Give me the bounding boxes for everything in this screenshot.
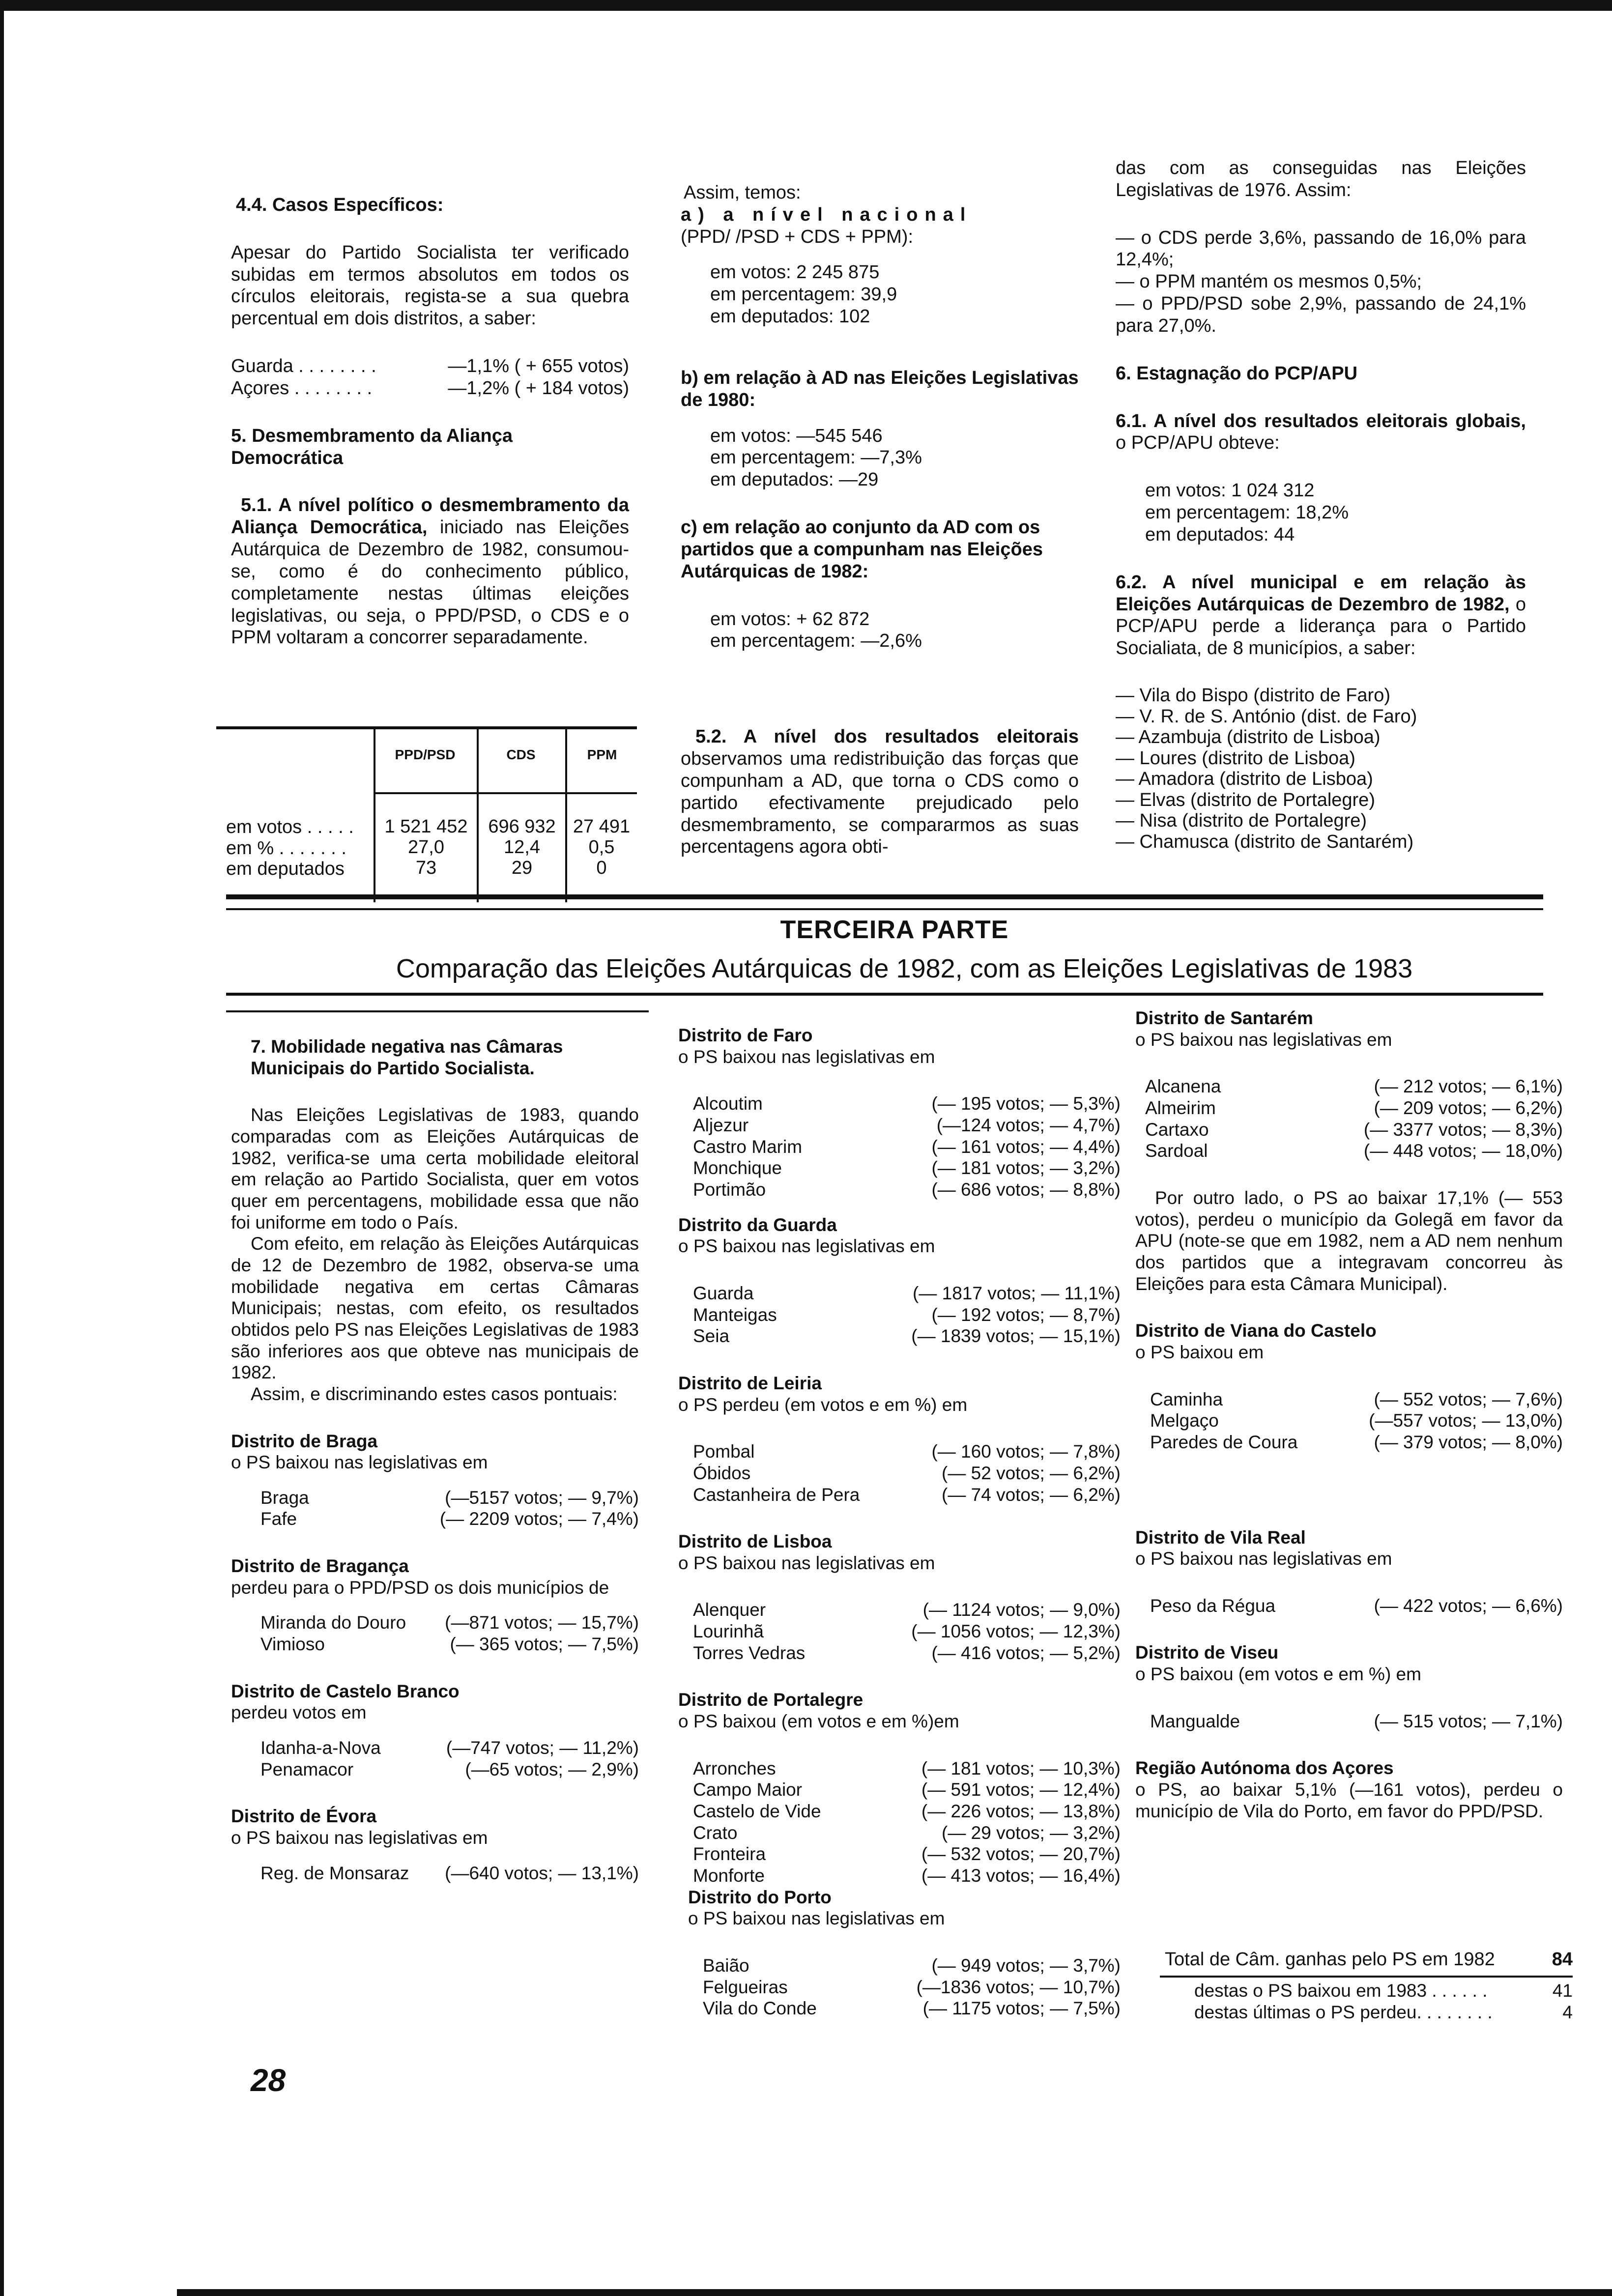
district-list [231, 1487, 639, 1530]
item-name: Braga [260, 1487, 309, 1508]
list-item [1145, 1140, 1563, 1162]
table-header-ppm: PPM [587, 747, 617, 762]
district-list [678, 1283, 1121, 1347]
item-name: Castanheira de Pera [693, 1484, 860, 1505]
item-value: (— 29 votos; — 3,2%) [942, 1822, 1121, 1843]
item-value: (—1836 votos; — 10,7%) [916, 1977, 1121, 1997]
list-item: — Vila do Bispo (distrito de Faro) [1116, 685, 1390, 706]
district-heading: Distrito de Castelo Branco [231, 1681, 460, 1701]
item-value: (— 591 votos; — 12,4%) [921, 1779, 1121, 1800]
district-list [231, 1737, 639, 1780]
item-name: Lourinhã [693, 1621, 764, 1642]
section-rule-thick [226, 894, 1543, 899]
district-list [678, 1599, 1121, 1664]
item-value: (— 1056 votos; — 12,3%) [911, 1621, 1121, 1642]
district-subtitle: o PS perdeu (em votos e em %) em [678, 1394, 968, 1415]
list-item [693, 1843, 1121, 1865]
district-heading: Distrito da Guarda [678, 1214, 837, 1235]
list-item: — o PPD/PSD sobe 2,9%, passando de 24,1% para 27,0%. [1116, 293, 1526, 336]
list-item [260, 1612, 639, 1634]
list-item [693, 1179, 1121, 1201]
item-value: (— 52 votos; — 6,2%) [942, 1463, 1121, 1483]
paragraph-5-1 [231, 494, 629, 649]
table-row-label: em % . . . . . . . [226, 837, 346, 859]
paragraph-7-2: Com efeito, em relação às Eleições Autárquicas de 12 de Dezembro de 1982, observa-se uma mobilidade negativa em certas Câmaras Municipais; nestas, com efeito, os resultados obtidos pelo PS nas Eleições Legislativas de 1983 são inferiores aos que obteve nas municipais de 1982. [231, 1234, 639, 1383]
table-cell: 1 521 452 [384, 816, 468, 837]
item-name: Baião [703, 1955, 749, 1976]
item-name: Mangualde [1150, 1711, 1240, 1731]
totals-rule [1160, 1976, 1573, 1978]
item-value: (— 1124 votos; — 9,0%) [922, 1600, 1121, 1620]
paragraph-5-1-lead: 5.1. A nível político o desmembramento da Aliança Democrática, [231, 495, 629, 538]
item-name: Peso da Régua [1150, 1595, 1276, 1616]
paragraph-5-2 [681, 726, 1079, 858]
list-item [693, 1463, 1121, 1484]
subtitle-rule [226, 993, 1543, 996]
district-heading: Distrito de Leiria [678, 1373, 822, 1393]
list-item [1150, 1432, 1563, 1453]
list-item [693, 1642, 1121, 1664]
list-item [693, 1822, 1121, 1844]
list-item [703, 1955, 1121, 1977]
totals-sub-label: destas o PS baixou em 1983 . . . . . . [1194, 1980, 1488, 2001]
column-1-bottom [231, 1036, 639, 1884]
item-name: Castro Marim [693, 1136, 803, 1157]
item-name: Pombal [693, 1441, 755, 1462]
table-top-rule [216, 726, 637, 729]
list-item: — Azambuja (distrito de Lisboa) [1116, 727, 1381, 748]
municipalities-list [1116, 685, 1526, 852]
item-name: Idanha-a-Nova [260, 1738, 381, 1758]
list-item: — Amadora (distrito de Lisboa) [1116, 769, 1373, 790]
item-name: Paredes de Coura [1150, 1432, 1298, 1452]
list-item [1150, 1595, 1563, 1617]
item-name: Fronteira [693, 1844, 766, 1865]
item-name: Portimão [693, 1179, 766, 1200]
district-subtitle: o PS baixou nas legislativas em [1135, 1029, 1392, 1050]
list-item [693, 1283, 1121, 1304]
item-a-lead: a) a nível nacional [681, 204, 973, 225]
item-a-tail: (PPD/ /PSD + CDS + PPM): [681, 226, 913, 247]
table-cell: 73 [415, 857, 437, 878]
district-heading: Distrito de Lisboa [678, 1531, 832, 1552]
table-cell: 0 [596, 857, 607, 878]
list-4-4 [231, 355, 629, 400]
district-heading: Distrito de Viseu [1135, 1642, 1279, 1663]
paragraph-intro: Assim, temos: [684, 182, 801, 203]
table-cell: 696 932 [488, 816, 556, 837]
paragraph-6-2-lead: 6.2. A nível municipal e em relação às Eleições Autárquicas de Dezembro de 1982, [1116, 572, 1526, 615]
item-value: (— 379 votos; — 8,0%) [1374, 1432, 1563, 1452]
paragraph-acores: o PS, ao baixar 5,1% (—161 votos), perdeu o município de Vila do Porto, em favor do PPD/PSD. [1135, 1779, 1563, 1821]
item-name: Alenquer [693, 1600, 766, 1620]
list-item [1150, 1410, 1563, 1432]
list-item [693, 1865, 1121, 1887]
values-6-1 [1116, 480, 1526, 545]
item-name: Alcanena [1145, 1076, 1221, 1097]
paragraph-4-4: Apesar do Partido Socialista ter verificado subidas em termos absolutos em todos os círculos eleitorais, regista-se a sua quebra percentual em dois distritos, a saber: [231, 242, 629, 329]
value-line: em votos: —545 546 [710, 425, 883, 446]
section-title: TERCEIRA PARTE [780, 916, 1009, 944]
column-2-bottom [678, 1025, 1121, 2019]
paragraph-6-2-body: o PCP/APU perde a liderança para o Partido Socialiata, de 8 municípios, a saber: [1116, 594, 1526, 659]
item-value: (— 448 votos; — 18,0%) [1363, 1141, 1563, 1161]
column-rule [226, 1010, 649, 1012]
district-heading: Distrito do Porto [688, 1887, 832, 1907]
item-name: Seia [693, 1326, 730, 1347]
list-item [693, 1325, 1121, 1347]
table-column-ppd [375, 817, 477, 878]
totals-sub-value: 41 [1552, 1980, 1573, 2001]
paragraph-continued: das com as conseguidas nas Eleições Legislativas de 1976. Assim: [1116, 158, 1526, 201]
list-item [693, 1136, 1121, 1158]
district-subtitle: o PS baixou nas legislativas em [1135, 1549, 1392, 1569]
item-value: (—557 votos; — 13,0%) [1369, 1410, 1563, 1431]
totals-label: Total de Câm. ganhas pelo PS em 1982 [1165, 1949, 1495, 1970]
district-list [1135, 1595, 1563, 1617]
value-line: em deputados: 102 [710, 306, 870, 327]
value-line: em percentagem: —7,3% [710, 447, 922, 468]
list-item [693, 1441, 1121, 1463]
section-rule-thin [226, 908, 1543, 910]
item-value: (— 949 votos; — 3,7%) [931, 1955, 1121, 1976]
item-value: (— 416 votos; — 5,2%) [931, 1642, 1121, 1663]
list-item [703, 1998, 1121, 2019]
value-line: em deputados: —29 [710, 469, 879, 490]
item-name: Campo Maior [693, 1779, 803, 1800]
district-list [231, 1863, 639, 1884]
value-line: em percentagem: 39,9 [710, 284, 897, 305]
table-cell: 0,5 [588, 836, 615, 858]
paragraph-6-2 [1116, 572, 1526, 660]
district-list [678, 1955, 1121, 2019]
item-value: (— 74 votos; — 6,2%) [942, 1484, 1121, 1505]
district-heading: Distrito de Faro [678, 1025, 813, 1045]
district-list [231, 1612, 639, 1655]
district-subtitle: o PS baixou nas legislativas em [688, 1908, 945, 1929]
table-row-labels [226, 817, 354, 880]
district-heading: Distrito de Braga [231, 1431, 378, 1451]
district-subtitle: o PS baixou nas legislativas em [231, 1452, 488, 1473]
item-value: (—65 votos; — 2,9%) [465, 1759, 639, 1779]
list-item [260, 1487, 639, 1509]
list-item: — V. R. de S. António (dist. de Faro) [1116, 706, 1417, 727]
district-subtitle: o PS baixou nas legislativas em [678, 1046, 935, 1067]
item-value: (— 181 votos; — 10,3%) [921, 1758, 1121, 1779]
page-number: 28 [251, 2063, 286, 2098]
list-cds-ppm [1116, 227, 1526, 337]
item-value: (— 422 votos; — 6,6%) [1374, 1595, 1563, 1616]
district-subtitle: perdeu para o PPD/PSD os dois municípios de [231, 1577, 609, 1598]
list-item: — Loures (distrito de Lisboa) [1116, 747, 1355, 769]
list-item [693, 1779, 1121, 1801]
list-item [260, 1634, 639, 1655]
table-column-ppm [567, 817, 636, 878]
district-subtitle: o PS baixou nas legislativas em [678, 1552, 935, 1573]
list-item [693, 1758, 1121, 1779]
item-c-values [681, 608, 1079, 653]
item-name: Manteigas [693, 1304, 777, 1325]
item-name: Açores . . . . . . . . [231, 377, 373, 399]
heading-4-4: 4.4. Casos Específicos: [236, 195, 444, 215]
list-item [260, 1759, 639, 1780]
column-2-top [681, 182, 1079, 858]
page-border-left [0, 0, 4, 2296]
district-heading: Distrito de Viana do Castelo [1135, 1320, 1377, 1341]
item-value: (— 1817 votos; — 11,1%) [913, 1283, 1121, 1303]
totals-sub-2 [1194, 2002, 1573, 2023]
item-b-values [681, 425, 1079, 491]
totals-main [1165, 1949, 1573, 1970]
list-item [260, 1508, 639, 1530]
value-line: em percentagem: 18,2% [1145, 502, 1349, 523]
district-subtitle: o PS baixou em [1135, 1342, 1264, 1362]
paragraph-7-1: Nas Eleições Legislativas de 1983, quando comparadas com as Eleições Autárquicas de 1982, verifica-se uma certa mobilidade eleitoral em relação ao Partido Socialista, quer em votos quer em percentagens, mobilidade essa que não foi uniforme em todo o País. [231, 1105, 639, 1233]
list-item [693, 1801, 1121, 1822]
district-subtitle: o PS baixou (em votos e em %) em [1135, 1664, 1421, 1685]
list-item [1150, 1711, 1563, 1732]
district-subtitle: o PS baixou (em votos e em %)em [678, 1711, 959, 1732]
list-item [260, 1737, 639, 1759]
paragraph-6-1 [1116, 410, 1526, 455]
district-heading: Distrito de Évora [231, 1806, 377, 1827]
list-item [1145, 1097, 1563, 1119]
heading-7: 7. Mobilidade negativa nas Câmaras Municipais do Partido Socialista. [251, 1036, 563, 1078]
item-name: Caminha [1150, 1389, 1223, 1409]
table-header-cds: CDS [506, 747, 536, 762]
list-item [693, 1115, 1121, 1136]
list-item [693, 1304, 1121, 1326]
table-cell: 27 491 [573, 816, 631, 837]
item-name: Almeirim [1145, 1097, 1216, 1118]
item-value: —1,1% ( + 655 votos) [448, 356, 629, 377]
item-c-heading: c) em relação ao conjunto da AD com os partidos que a compunham nas Eleições Autárquicas de 1982: [681, 517, 1043, 582]
paragraph-5-1-body: iniciado nas Eleições Autárquica de Dezembro de 1982, consumou-se, como é do conhecimento público, completamente nestas últimas eleições legislativas, ou seja, o PPD/PSD, o CDS e o PPM voltaram a concorrer separadamente. [231, 517, 629, 648]
list-item: — Chamusca (distrito de Santarém) [1116, 831, 1414, 852]
value-line: em votos: 2 245 875 [710, 262, 880, 283]
list-item [231, 355, 629, 377]
item-value: (—871 votos; — 15,7%) [445, 1612, 639, 1633]
item-name: Felgueiras [703, 1977, 788, 1997]
column-3-bottom [1135, 1007, 1563, 1822]
list-item [693, 1621, 1121, 1642]
value-line: em percentagem: —2,6% [710, 631, 922, 652]
totals-sub-1 [1194, 1980, 1573, 2001]
item-value: (— 209 votos; — 6,2%) [1374, 1097, 1563, 1118]
list-item [1145, 1119, 1563, 1141]
item-name: Arronches [693, 1758, 776, 1779]
value-line: em votos: + 62 872 [710, 608, 870, 630]
list-item [693, 1484, 1121, 1506]
column-3-top [1116, 157, 1526, 852]
item-value: (— 161 votos; — 4,4%) [931, 1136, 1121, 1157]
item-value: (— 515 votos; — 7,1%) [1374, 1711, 1563, 1731]
value-line: em votos: 1 024 312 [1145, 480, 1315, 501]
item-name: Melgaço [1150, 1410, 1219, 1431]
item-name: Fafe [260, 1509, 297, 1529]
list-item: — o CDS perde 3,6%, passando de 16,0% para 12,4%; [1116, 227, 1526, 270]
list-item [693, 1093, 1121, 1115]
district-heading: Distrito de Portalegre [678, 1690, 864, 1710]
table-cell: 27,0 [408, 836, 444, 858]
table-column-cds [479, 817, 565, 878]
table-header-ppd: PPD/PSD [395, 747, 456, 762]
item-value: —1,2% ( + 184 votos) [448, 377, 629, 399]
item-value: (—747 votos; — 11,2%) [446, 1738, 639, 1758]
table-row-label: em deputados [226, 859, 345, 880]
item-value: (— 686 votos; — 8,8%) [931, 1179, 1121, 1200]
item-value: (— 1175 votos; — 7,5%) [922, 1998, 1121, 2019]
item-value: (— 3377 votos; — 8,3%) [1363, 1119, 1563, 1140]
item-name: Óbidos [693, 1463, 751, 1483]
list-item: — Elvas (distrito de Portalegre) [1116, 789, 1375, 810]
table-header-rule [374, 792, 637, 794]
item-name: Castelo de Vide [693, 1801, 821, 1822]
district-list [678, 1758, 1121, 1887]
list-item [260, 1863, 639, 1884]
list-item [1145, 1076, 1563, 1097]
district-list [1135, 1076, 1563, 1162]
list-item [703, 1977, 1121, 1998]
item-value: (— 226 votos; — 13,8%) [921, 1801, 1121, 1822]
item-b-heading: b) em relação à AD nas Eleições Legislativas de 1980: [681, 367, 1079, 410]
page-border-bottom [177, 2289, 1612, 2296]
list-item [231, 377, 629, 400]
item-value: (— 2209 votos; — 7,4%) [439, 1509, 639, 1529]
item-value: (— 365 votos; — 7,5%) [450, 1634, 639, 1655]
district-list [1135, 1711, 1563, 1732]
district-list [1135, 1389, 1563, 1453]
item-value: (—124 votos; — 4,7%) [936, 1115, 1121, 1135]
paragraph-golega: Por outro lado, o PS ao baixar 17,1% (— 553 votos), perdeu o município da Golegã em favor da APU (note-se que em 1982, nem a AD nem nenhum dos partidos que a integravam concorreu às Eleições para esta Câmara Municipal). [1135, 1187, 1563, 1294]
list-item [1150, 1389, 1563, 1410]
totals-sub-value: 4 [1562, 2002, 1573, 2022]
list-item: — o PPM mantém os mesmos 0,5%; [1116, 271, 1422, 292]
heading-6: 6. Estagnação do PCP/APU [1116, 363, 1358, 384]
item-value: (— 552 votos; — 7,6%) [1374, 1389, 1563, 1409]
district-heading: Distrito de Santarém [1135, 1008, 1313, 1028]
list-item [693, 1157, 1121, 1179]
list-item: — Nisa (distrito de Portalegre) [1116, 810, 1367, 832]
totals-value: 84 [1552, 1949, 1573, 1970]
item-name: Vila do Conde [703, 1998, 817, 2019]
list-item [693, 1599, 1121, 1621]
item-value: (— 1839 votos; — 15,1%) [911, 1326, 1121, 1347]
district-list [678, 1441, 1121, 1505]
page-border-top [0, 0, 1612, 11]
paragraph-6-1-body: o PCP/APU obteve: [1116, 432, 1280, 454]
item-name: Aljezur [693, 1115, 749, 1135]
section-subtitle: Comparação das Eleições Autárquicas de 1982, com as Eleições Legislativas de 1983 [396, 954, 1413, 983]
item-a-values [681, 261, 1079, 327]
item-value: (— 195 votos; — 5,3%) [931, 1093, 1121, 1114]
district-heading: Distrito de Vila Real [1135, 1527, 1306, 1548]
item-name: Guarda . . . . . . . . [231, 356, 376, 377]
item-name: Sardoal [1145, 1141, 1208, 1161]
item-value: (—5157 votos; — 9,7%) [445, 1487, 639, 1508]
item-name: Monchique [693, 1158, 782, 1178]
item-name: Reg. de Monsaraz [260, 1863, 409, 1883]
heading-5: 5. Desmembramento da Aliança Democrática [231, 425, 513, 468]
item-value: (— 192 votos; — 8,7%) [931, 1304, 1121, 1325]
district-heading: Distrito de Bragança [231, 1556, 409, 1577]
district-subtitle: o PS baixou nas legislativas em [231, 1828, 488, 1848]
item-name: Monforte [693, 1866, 765, 1886]
item-value: (— 532 votos; — 20,7%) [921, 1844, 1121, 1865]
district-list [678, 1093, 1121, 1200]
district-subtitle: o PS baixou nas legislativas em [678, 1236, 935, 1257]
table-cell: 29 [511, 857, 533, 878]
item-value: (— 160 votos; — 7,8%) [931, 1441, 1121, 1462]
item-name: Alcoutim [693, 1093, 763, 1114]
column-1-top [231, 194, 629, 649]
paragraph-5-2-lead: 5.2. A nível dos resultados eleitorais [695, 726, 1079, 747]
item-value: (— 413 votos; — 16,4%) [921, 1866, 1121, 1886]
item-name: Miranda do Douro [260, 1612, 406, 1633]
paragraph-6-1-lead: 6.1. A nível dos resultados eleitorais globais, [1116, 410, 1526, 431]
item-value: (—640 votos; — 13,1%) [445, 1863, 639, 1883]
value-line: em deputados: 44 [1145, 524, 1295, 545]
item-value: (— 212 votos; — 6,1%) [1374, 1076, 1563, 1097]
item-name: Cartaxo [1145, 1119, 1209, 1140]
item-name: Guarda [693, 1283, 754, 1303]
item-name: Vimioso [260, 1634, 325, 1655]
item-name: Penamacor [260, 1759, 354, 1779]
table-row-label: em votos . . . . . [226, 817, 354, 837]
paragraph-7-3: Assim, e discriminando estes casos pontuais: [251, 1383, 618, 1404]
item-a-line [681, 204, 1079, 226]
paragraph-5-2-body: observamos uma redistribuição das forças que compunham a AD, que torna o CDS como o partido efectivamente prejudicado pelo desmembramento, se compararmos as suas percentagens agora obti- [681, 748, 1079, 858]
table-cell: 12,4 [504, 836, 540, 858]
item-name: Crato [693, 1822, 738, 1843]
totals-sub-label: destas últimas o PS perdeu. . . . . . . . [1194, 2002, 1493, 2022]
district-subtitle: perdeu votos em [231, 1702, 367, 1723]
item-name: Torres Vedras [693, 1642, 806, 1663]
district-heading: Região Autónoma dos Açores [1135, 1758, 1394, 1779]
item-value: (— 181 votos; — 3,2%) [931, 1158, 1121, 1178]
